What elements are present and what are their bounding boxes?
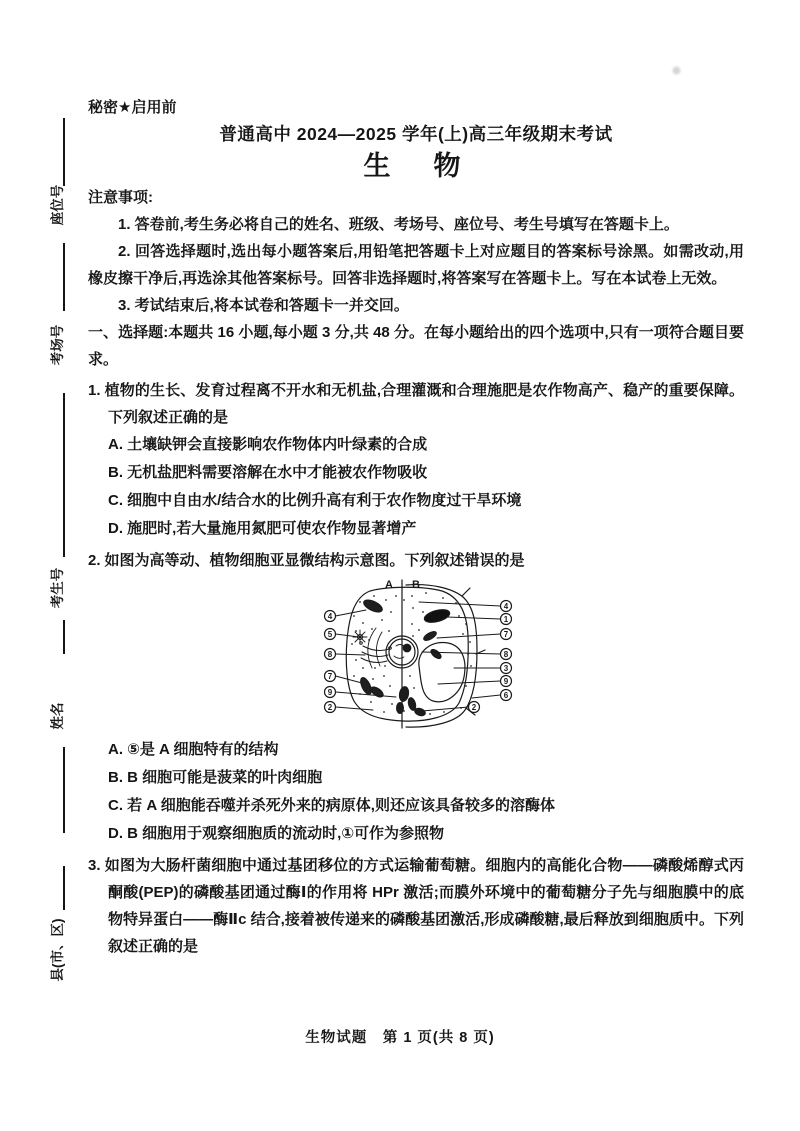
question-stem-text: 植物的生长、发育过程离不开水和无机盐,合理灌溉和合理施肥是农作物高产、稳产的重要保障。下列叙述正确的是 — [104, 382, 744, 426]
diagram-number-label: 1 — [503, 615, 509, 624]
cell-wall — [406, 585, 477, 728]
question-2-option-b: B. B 细胞可能是菠菜的叶肉细胞 — [108, 769, 323, 786]
question-2-stem — [88, 547, 744, 574]
classification-notice: 秘密★启用前 — [88, 99, 177, 116]
notice-item-3: 3. 考试结束后,将本试卷和答题卡一并交回。 — [118, 297, 409, 314]
notice-item-2: 2. 回答选择题时,选出每小题答案后,用铅笔把答题卡上对应题目的答案标号涂黑。如需改动,用橡皮擦干净后,再选涂其他答案标号。回答非选择题时,将答案写在答题卡上。写在本试卷上无效。 — [88, 243, 744, 287]
sidebar-label-seat-number: 座位号 — [50, 184, 65, 226]
content-column — [88, 94, 744, 960]
question-1-stem — [88, 377, 744, 431]
mitochondrion — [429, 648, 442, 660]
question-3-stem — [88, 852, 744, 960]
chloroplast — [423, 607, 451, 624]
section-heading: 一、选择题:本题共 16 小题,每小题 3 分,共 48 分。在每小题给出的四个选项中,只有一项符合题目要求。 — [88, 324, 744, 368]
question-2-option-c: C. 若 A 细胞能吞噬并杀死外来的病原体,则还应该具备较多的溶酶体 — [108, 797, 555, 814]
question-3 — [88, 852, 744, 960]
question-1-option-b: B. 无机盐肥料需要溶解在水中才能被农作物吸收 — [108, 464, 428, 481]
side-b-label: B — [412, 579, 420, 591]
basal-organelle-mass — [396, 685, 427, 718]
callout-labels — [325, 601, 512, 713]
diagram-number-label: 2 — [327, 703, 333, 712]
cell-diagram — [316, 576, 530, 734]
question-1 — [88, 377, 744, 543]
nucleolus — [403, 644, 411, 652]
question-stem-text: 如图为大肠杆菌细胞中通过基团移位的方式运输葡萄糖。细胞内的高能化合物——磷酸烯醇式丙酮酸(PEP)的磷酸基团通过酶Ⅰ的作用将 HPr 激活;而膜外环境中的葡萄糖分子先与细胞膜中的底物特异蛋白——酶Ⅱc 结合,接着被传递来的磷酸基团激活,形成磷酸糖,最后释放到细胞质中。下列叙述正确的是 — [104, 857, 744, 955]
sidebar-line — [63, 866, 65, 910]
mitochondrion — [362, 598, 384, 615]
question-1-option-d: D. 施肥时,若大量施用氮肥可使农作物显著增产 — [108, 520, 417, 537]
diagram-number-label: 9 — [327, 688, 333, 697]
sidebar-line — [63, 620, 65, 654]
cell-membrane — [346, 587, 468, 721]
mitochondrion — [369, 685, 384, 699]
question-1-option-a: A. 土壤缺钾会直接影响农作物体内叶绿素的合成 — [108, 436, 428, 453]
sidebar-line — [63, 393, 65, 557]
sidebar-line — [63, 243, 65, 311]
sidebar-label-examinee-number: 考生号 — [50, 567, 65, 609]
diagram-number-label: 6 — [503, 691, 509, 700]
diagram-number-label: 8 — [327, 650, 333, 659]
scan-smudge — [671, 65, 682, 76]
sidebar-label-county: 县(市、区) — [50, 918, 65, 982]
cell-wall-spur — [462, 588, 470, 596]
page-footer: 生物试题 第 1 页(共 8 页) — [305, 1030, 495, 1046]
subject-title: 生 物 — [363, 151, 469, 181]
sidebar-line — [63, 118, 65, 186]
diagram-number-label: 9 — [503, 677, 509, 686]
side-a-label: A — [385, 579, 393, 591]
mitochondrion — [359, 676, 374, 696]
diagram-number-label: 4 — [327, 612, 333, 621]
exam-title: 普通高中 2024—2025 学年(上)高三年级期末考试 — [219, 124, 613, 144]
question-number: 3. — [88, 857, 101, 874]
question-number: 1. — [88, 382, 101, 399]
sidebar-label-name: 姓名 — [50, 702, 65, 730]
diagram-number-label: 7 — [503, 630, 509, 639]
question-2 — [88, 547, 744, 848]
question-number: 2. — [88, 552, 101, 569]
question-stem-text: 如图为高等动、植物细胞亚显微结构示意图。下列叙述错误的是 — [104, 552, 525, 569]
ribosome-dots — [351, 592, 472, 715]
vacuole — [419, 643, 465, 702]
notice-heading: 注意事项: — [88, 189, 153, 206]
diagram-number-label: 3 — [503, 664, 509, 673]
diagram-number-label: 2 — [471, 703, 477, 712]
sidebar-label-room-number: 考场号 — [50, 324, 65, 366]
question-2-option-a: A. ⑤是 A 细胞特有的结构 — [108, 741, 279, 758]
sidebar-line — [63, 747, 65, 833]
question-1-option-c: C. 细胞中自由水/结合水的比例升高有利于农作物度过干旱环境 — [108, 492, 522, 509]
question-2-option-d: D. B 细胞用于观察细胞质的流动时,①可作为参照物 — [108, 825, 445, 842]
diagram-number-label: 8 — [503, 650, 509, 659]
diagram-number-label: 4 — [503, 602, 509, 611]
mitochondrion — [422, 630, 437, 642]
diagram-number-label: 7 — [327, 672, 333, 681]
diagram-number-label: 5 — [327, 630, 333, 639]
notice-item-1: 1. 答卷前,考生务必将自己的姓名、班级、考场号、座位号、考生号填写在答题卡上。 — [118, 216, 679, 233]
cell-diagram-svg — [316, 576, 530, 734]
